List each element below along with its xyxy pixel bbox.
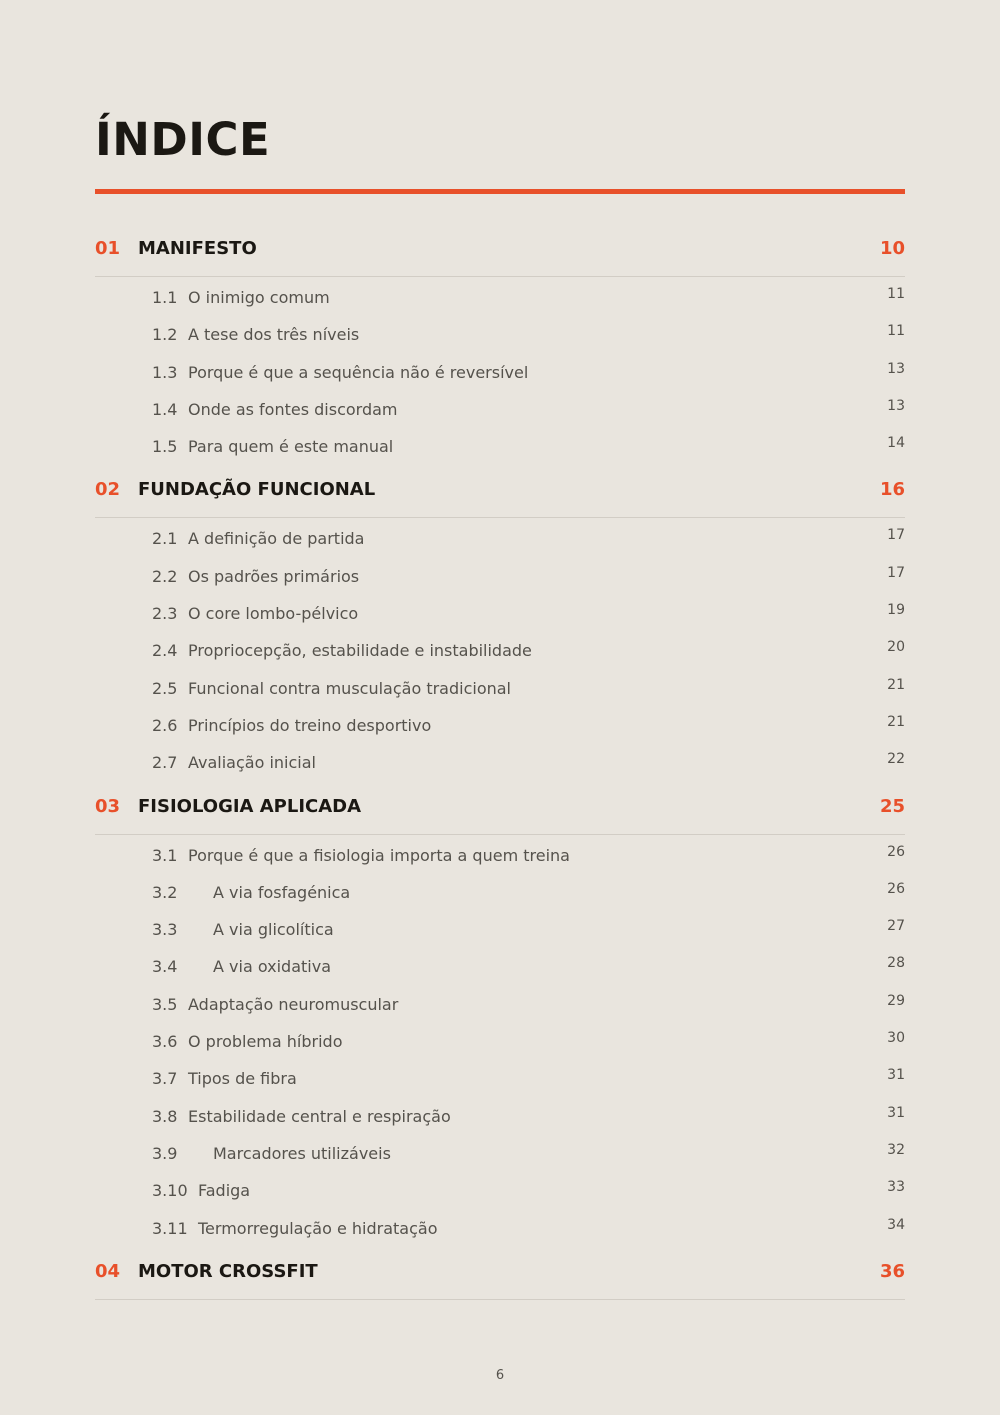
section-number: 3.11 — [152, 1218, 188, 1238]
section-title: Propriocepção, estabilidade e instabilidade — [188, 641, 532, 661]
section-page: 19 — [887, 602, 905, 619]
section-number: 2.5 — [152, 678, 178, 698]
section-title: Onde as fontes discordam — [188, 399, 398, 419]
section-number: 3.5 — [152, 994, 178, 1014]
section-title: O inimigo comum — [188, 288, 330, 307]
toc-page — [95, 0, 905, 1415]
section-entry[interactable] — [95, 558, 905, 595]
section-entry[interactable] — [95, 1172, 905, 1209]
chapter-entry[interactable] — [95, 471, 905, 518]
section-number: 1.3 — [152, 362, 178, 382]
chapter-page: 36 — [879, 1260, 905, 1282]
section-title: A tese dos três níveis — [188, 325, 360, 345]
section-entry[interactable] — [95, 1060, 905, 1097]
section-page: 21 — [887, 676, 905, 693]
section-entry[interactable] — [95, 948, 905, 985]
section-number: 3.4 — [152, 957, 178, 977]
section-number: 1.4 — [152, 399, 178, 419]
section-number: 2.6 — [152, 715, 178, 735]
section-page: 33 — [887, 1179, 905, 1196]
section-entry[interactable] — [95, 670, 905, 707]
chapter-entry[interactable] — [95, 1253, 905, 1300]
section-page: 28 — [887, 955, 905, 972]
section-entry[interactable] — [95, 911, 905, 948]
section-number: 3.1 — [152, 845, 178, 865]
chapter-number: 01 — [95, 238, 121, 259]
section-number: 3.2 — [152, 882, 178, 902]
section-list — [95, 837, 905, 1253]
page-title: ÍNDICE — [95, 113, 271, 166]
section-title: Os padrões primários — [188, 566, 360, 586]
section-number: 1.2 — [152, 325, 178, 345]
section-page: 31 — [887, 1067, 905, 1084]
section-page: 27 — [887, 918, 905, 935]
chapter-number: 03 — [95, 795, 121, 817]
chapter-page: 25 — [879, 795, 905, 817]
section-page: 21 — [887, 713, 905, 730]
section-page: 11 — [887, 286, 905, 302]
section-number: 1.5 — [152, 437, 178, 457]
section-page: 31 — [887, 1104, 905, 1121]
section-title: A via fosfagénica — [213, 882, 351, 902]
section-title: Tipos de fibra — [188, 1069, 297, 1089]
section-title: Estabilidade central e respiração — [188, 1106, 451, 1126]
section-title: Porque é que a sequência não é reversível — [188, 362, 529, 382]
section-page: 13 — [887, 360, 905, 377]
section-list — [95, 520, 905, 787]
chapter-title: MOTOR CROSSFIT — [138, 1260, 318, 1282]
section-entry[interactable] — [95, 391, 905, 428]
section-list — [95, 279, 905, 471]
section-number: 2.3 — [152, 604, 178, 624]
section-page: 26 — [887, 880, 905, 897]
section-number: 2.1 — [152, 529, 178, 549]
section-number: 3.10 — [152, 1181, 188, 1201]
chapter-number: 04 — [95, 1260, 121, 1282]
section-title: Marcadores utilizáveis — [213, 1143, 391, 1163]
section-page: 20 — [887, 639, 905, 656]
section-entry[interactable] — [95, 595, 905, 632]
section-number: 2.2 — [152, 566, 178, 586]
section-title: A via oxidativa — [213, 957, 331, 977]
section-entry[interactable] — [95, 1023, 905, 1060]
section-page: 14 — [887, 435, 905, 452]
section-page: 11 — [887, 323, 905, 340]
section-number: 3.8 — [152, 1106, 178, 1126]
chapter-page: 10 — [879, 238, 905, 259]
title-rule — [95, 189, 905, 194]
section-title: Porque é que a fisiologia importa a quem treina — [188, 845, 570, 865]
section-number: 3.6 — [152, 1032, 178, 1052]
section-title: Adaptação neuromuscular — [188, 994, 399, 1014]
section-entry[interactable] — [95, 986, 905, 1023]
section-page: 32 — [887, 1141, 905, 1158]
section-entry[interactable] — [95, 316, 905, 353]
section-entry[interactable] — [95, 707, 905, 744]
chapter-title: FUNDAÇÃO FUNCIONAL — [138, 479, 376, 501]
chapter-title: FISIOLOGIA APLICADA — [138, 795, 362, 817]
section-page: 17 — [887, 527, 905, 544]
page-number: 6 — [495, 1368, 505, 1383]
section-number: 2.7 — [152, 753, 178, 773]
section-title: A via glicolítica — [213, 920, 334, 940]
section-entry[interactable] — [95, 279, 905, 316]
section-title: O problema híbrido — [188, 1032, 343, 1052]
section-entry[interactable] — [95, 520, 905, 557]
chapter-block — [95, 1253, 905, 1300]
section-entry[interactable] — [95, 1098, 905, 1135]
section-entry[interactable] — [95, 632, 905, 669]
section-entry[interactable] — [95, 428, 905, 465]
section-title: Termorregulação e hidratação — [198, 1218, 438, 1238]
section-title: Funcional contra musculação tradicional — [188, 678, 511, 698]
section-entry[interactable] — [95, 874, 905, 911]
chapter-entry[interactable] — [95, 230, 905, 277]
section-title: Fadiga — [198, 1181, 251, 1201]
section-number: 3.9 — [152, 1143, 178, 1163]
section-page: 17 — [887, 564, 905, 581]
section-number: 3.3 — [152, 920, 178, 940]
section-title: Princípios do treino desportivo — [188, 715, 432, 735]
section-page: 34 — [887, 1216, 905, 1233]
section-page: 22 — [887, 751, 905, 768]
section-page: 26 — [887, 843, 905, 860]
section-entry[interactable] — [95, 1210, 905, 1247]
section-page: 30 — [887, 1030, 905, 1047]
section-entry[interactable] — [95, 744, 905, 781]
chapter-entry[interactable] — [95, 788, 905, 835]
chapter-number: 02 — [95, 479, 121, 501]
section-page: 29 — [887, 992, 905, 1009]
section-number: 1.1 — [152, 288, 178, 307]
chapter-block — [95, 471, 905, 787]
chapter-page: 16 — [879, 479, 905, 501]
section-entry[interactable] — [95, 837, 905, 874]
section-entry[interactable] — [95, 1135, 905, 1172]
chapter-block — [95, 230, 905, 471]
section-number: 3.7 — [152, 1069, 178, 1089]
section-title: Para quem é este manual — [188, 437, 394, 457]
chapter-title: MANIFESTO — [138, 238, 257, 259]
section-entry[interactable] — [95, 354, 905, 391]
chapter-block — [95, 788, 905, 1253]
section-page: 13 — [887, 397, 905, 414]
section-number: 2.4 — [152, 641, 178, 661]
section-title: Avaliação inicial — [188, 753, 316, 773]
section-title: A definição de partida — [188, 529, 365, 549]
section-title: O core lombo-pélvico — [188, 604, 359, 624]
table-of-contents — [95, 230, 905, 1302]
